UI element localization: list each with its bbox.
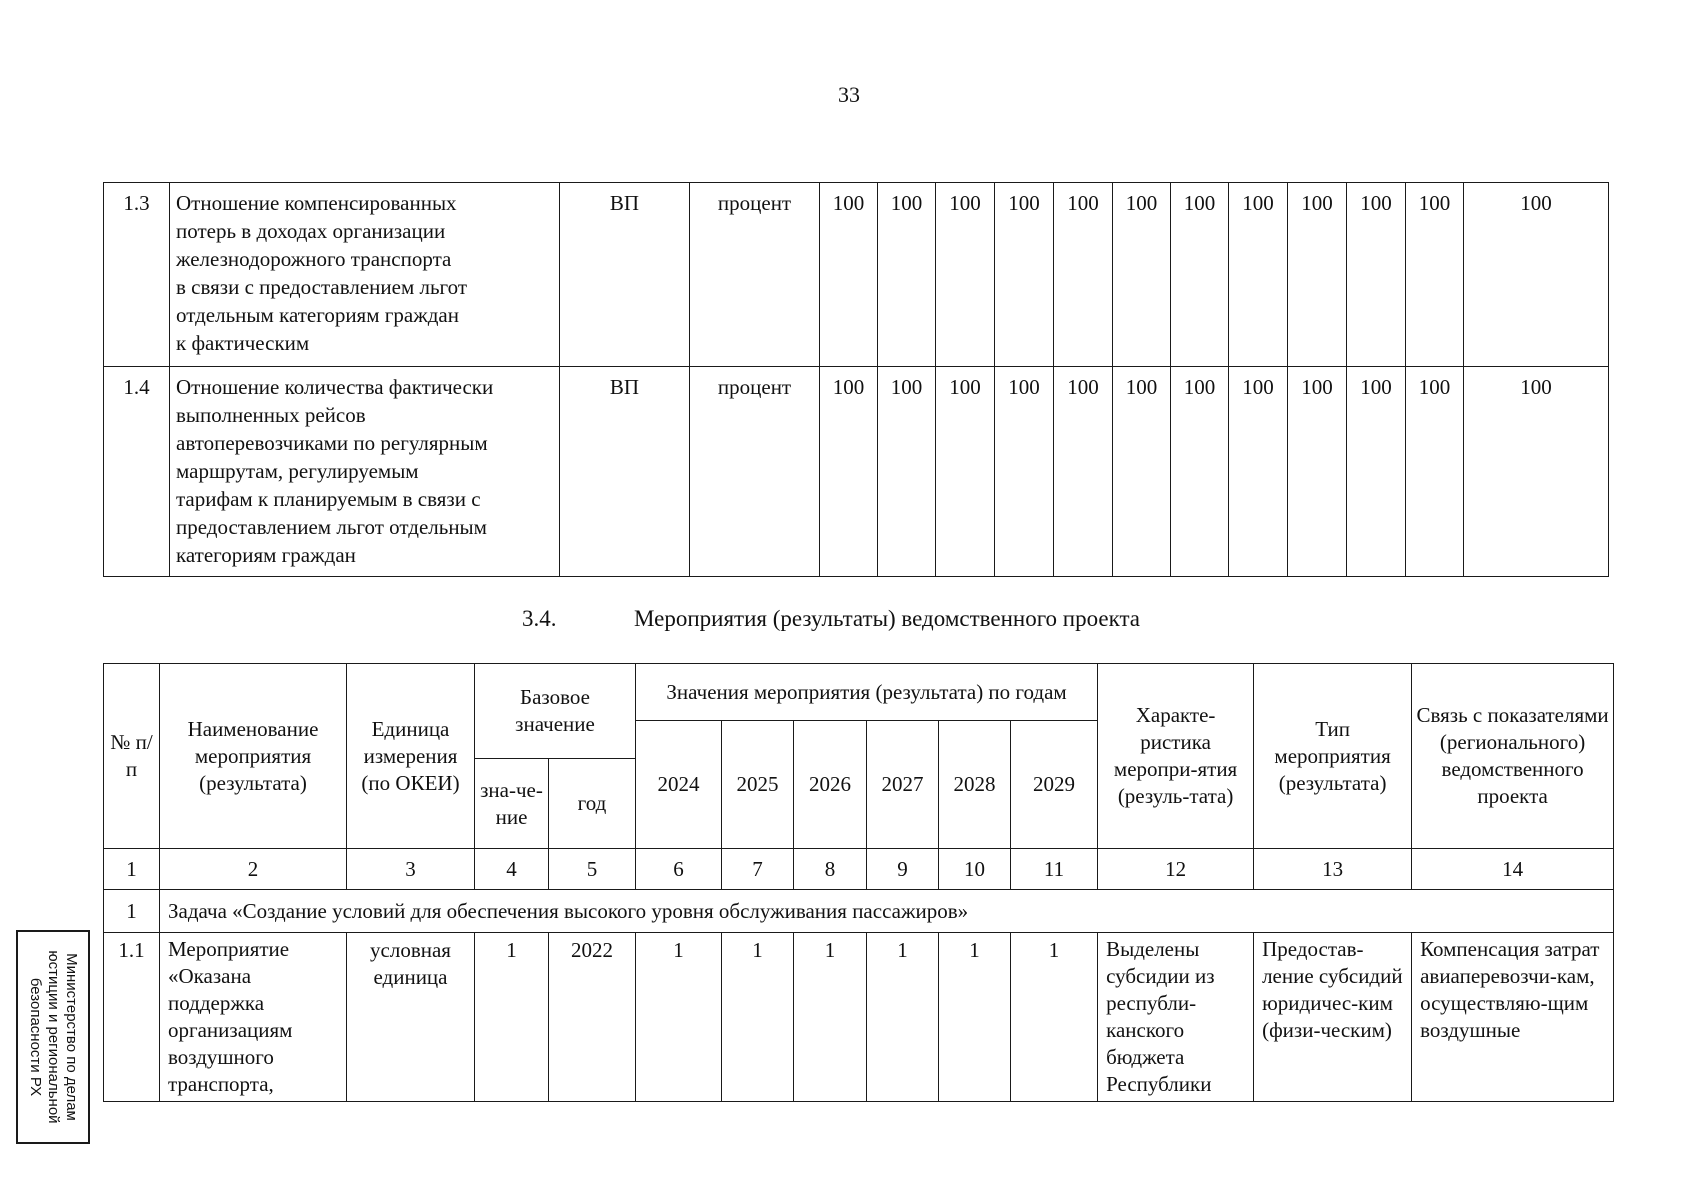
header-base: Базовое значение	[475, 664, 636, 759]
events-table	[103, 663, 1614, 1102]
header-base-year: год	[549, 759, 636, 849]
column-number: 12	[1098, 849, 1254, 890]
indicator-value: 100	[1406, 183, 1464, 367]
indicator-value: 100	[995, 367, 1054, 577]
event-unit: условная единица	[347, 933, 475, 1102]
column-number: 11	[1011, 849, 1098, 890]
indicator-value: 100	[878, 183, 936, 367]
indicator-value: 100	[820, 367, 878, 577]
header-year: 2025	[722, 721, 794, 849]
column-number: 2	[160, 849, 347, 890]
event-type: Предостав-ление субсидий юридичес-ким (физи-ческим)	[1254, 933, 1412, 1102]
indicators-table	[103, 182, 1609, 577]
indicator-name-line: к фактическим	[176, 331, 310, 355]
header-year: 2028	[939, 721, 1011, 849]
indicator-num: 1.4	[104, 367, 170, 577]
stamp-line: безопасности РХ	[27, 977, 44, 1097]
event-year-value: 1	[867, 933, 939, 1102]
indicator-value: 100	[1464, 183, 1609, 367]
event-link: Компенсация затрат авиаперевозчи-кам, осуществляю-щим воздушные	[1412, 933, 1614, 1102]
indicator-unit: процент	[690, 183, 820, 367]
indicator-type: ВП	[560, 367, 690, 577]
indicator-value: 100	[936, 367, 995, 577]
indicator-name-line: в связи с предоставлением льгот	[176, 275, 468, 299]
indicator-name-line: железнодорожного транспорта	[176, 247, 452, 271]
column-number: 10	[939, 849, 1011, 890]
column-number: 6	[636, 849, 722, 890]
event-num: 1.1	[104, 933, 160, 1102]
stamp-text	[26, 937, 80, 1137]
event-year-value: 1	[636, 933, 722, 1102]
indicator-row	[104, 367, 1609, 577]
task-text: Задача «Создание условий для обеспечения высокого уровня обслуживания пассажиров»	[160, 890, 1614, 933]
column-number: 8	[794, 849, 867, 890]
indicator-value: 100	[995, 183, 1054, 367]
column-number: 4	[475, 849, 549, 890]
header-year: 2026	[794, 721, 867, 849]
event-year-value: 1	[722, 933, 794, 1102]
indicator-name-line: Отношение количества фактически	[176, 375, 494, 399]
indicator-value: 100	[1054, 183, 1113, 367]
event-year-value: 1	[939, 933, 1011, 1102]
indicator-value: 100	[1171, 183, 1229, 367]
column-number: 9	[867, 849, 939, 890]
stamp-line: Министерство по делам	[63, 953, 80, 1121]
column-number: 3	[347, 849, 475, 890]
ministry-stamp	[16, 930, 90, 1144]
header-base-value: зна-че-ние	[475, 759, 549, 849]
indicator-value: 100	[1113, 183, 1171, 367]
event-base-year: 2022	[549, 933, 636, 1102]
section-number: 3.4.	[522, 606, 557, 631]
indicator-name-line: тарифам к планируемым в связи с	[176, 487, 481, 511]
column-number: 13	[1254, 849, 1412, 890]
indicator-value: 100	[1347, 183, 1406, 367]
column-number: 5	[549, 849, 636, 890]
indicator-value: 100	[1229, 367, 1288, 577]
header-link: Связь с показателями (регионального) ведомственного проекта	[1412, 664, 1614, 849]
stamp-line: юстиции и региональной	[45, 950, 62, 1124]
page-number: 33	[838, 82, 860, 107]
indicator-value: 100	[1171, 367, 1229, 577]
header-values-by-year: Значения мероприятия (результата) по годам	[636, 664, 1098, 721]
header-name: Наименование мероприятия (результата)	[160, 664, 347, 849]
task-num: 1	[104, 890, 160, 933]
header-num: № п/п	[104, 664, 160, 849]
indicator-name-line: выполненных рейсов	[176, 403, 366, 427]
indicator-name-line: потерь в доходах организации	[176, 219, 446, 243]
section-heading	[522, 606, 1140, 632]
event-year-value: 1	[794, 933, 867, 1102]
indicator-row	[104, 183, 1609, 367]
column-number: 7	[722, 849, 794, 890]
task-row	[104, 890, 1614, 933]
event-name: Мероприятие «Оказана поддержка организациям воздушного транспорта,	[160, 933, 347, 1102]
event-characteristic: Выделены субсидии из республи-канского бюджета Республики	[1098, 933, 1254, 1102]
column-number: 14	[1412, 849, 1614, 890]
indicator-name-line: отдельным категориям граждан	[176, 303, 459, 327]
indicator-value: 100	[1288, 183, 1347, 367]
indicator-num: 1.3	[104, 183, 170, 367]
indicator-value: 100	[1113, 367, 1171, 577]
header-unit: Единица измерения (по ОКЕИ)	[347, 664, 475, 849]
header-characteristic: Характе-ристика меропри-ятия (резуль-тата)	[1098, 664, 1254, 849]
event-year-value: 1	[1011, 933, 1098, 1102]
indicator-value: 100	[1347, 367, 1406, 577]
indicator-name-line: Отношение компенсированных	[176, 191, 457, 215]
indicator-value: 100	[1406, 367, 1464, 577]
indicator-name	[170, 367, 560, 577]
indicator-value: 100	[878, 367, 936, 577]
header-event-type: Тип мероприятия (результата)	[1254, 664, 1412, 849]
header-year: 2027	[867, 721, 939, 849]
indicator-value: 100	[820, 183, 878, 367]
indicator-name-line: категориям граждан	[176, 543, 356, 567]
header-year: 2029	[1011, 721, 1098, 849]
indicator-name-line: предоставлением льгот отдельным	[176, 515, 487, 539]
indicator-value: 100	[1229, 183, 1288, 367]
indicator-type: ВП	[560, 183, 690, 367]
indicator-value: 100	[1288, 367, 1347, 577]
event-base-value: 1	[475, 933, 549, 1102]
indicator-value: 100	[1464, 367, 1609, 577]
section-title: Мероприятия (результаты) ведомственного проекта	[634, 606, 1141, 631]
indicator-value: 100	[1054, 367, 1113, 577]
indicator-name	[170, 183, 560, 367]
event-row	[104, 933, 1614, 1102]
indicator-name-line: автоперевозчиками по регулярным	[176, 431, 488, 455]
header-year: 2024	[636, 721, 722, 849]
column-number: 1	[104, 849, 160, 890]
column-numbers-row	[104, 849, 1614, 890]
indicator-value: 100	[936, 183, 995, 367]
indicator-name-line: маршрутам, регулируемым	[176, 459, 419, 483]
indicator-unit: процент	[690, 367, 820, 577]
